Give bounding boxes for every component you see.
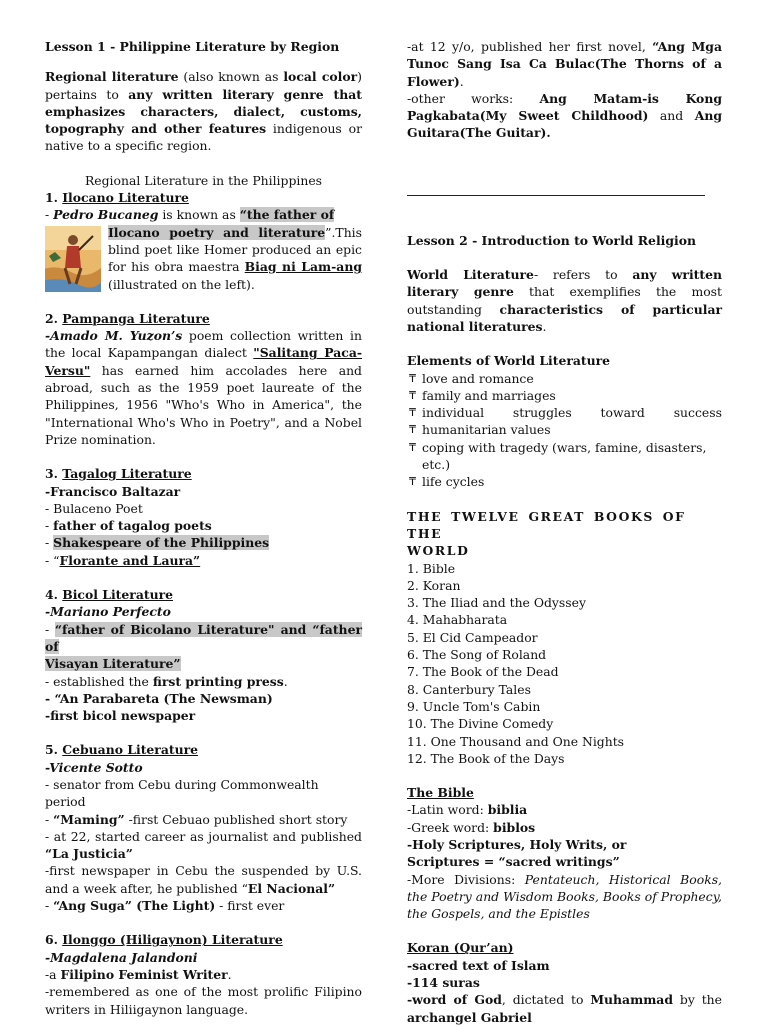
twelve-books-heading: THE TWELVE GREAT BOOKS OF THE (407, 508, 686, 541)
bicol-heading: 4. Bicol Literature (45, 587, 173, 603)
regional-literature-definition: Regional literature (also known as local color) pertains to any written literary genre that emphasizes characters, dialect, customs, topography and other features indigenous or native to a specific region. (45, 69, 362, 154)
ilonggo-heading: 6. Ilonggo (Hiligaynon) Literature (45, 932, 283, 948)
biag-ni-lam-ang-title: Biag ni Lam-ang (244, 259, 362, 275)
bullet-icon: ₸ (409, 406, 416, 420)
list-item: ₸ individual struggles toward success (409, 405, 722, 421)
list-item: 12. The Book of the Days (407, 750, 565, 766)
right-column: -at 12 y/o, published her first novel, “Ang Mga Tunoc Sang Isa Ca Bulac(The Thorns of a Flower). -other works: Ang Matam-is Kong Pagkabata(My Sweet Childhood) and Ang Guitara(The Guitar). Lesson 2 - Introduction to World Religion World Literature- refers to any written literary genre that exemplifies the most outstanding characteristics of particular national literatures. Elements of World Literature ₸ love and romance ₸ family and marriages ₸ individual struggles toward success ₸ humanitarian values ₸ coping with tragedy (wars, famine, disasters, etc.) ₸ life cycles THE TWELVE GREAT BOOKS OF THE WORLD 1. Bible 2. Koran 3. The Iliad and the Odyssey 4. Mahabharata 5. El Cid Campeador 6. The Song of Roland 7. The Book of the Dead 8. Canterbury Tales 9. Uncle Tom's Cabin 10. The Divine Comedy 11. One Thousand and One Nights 12. The Book of the Days The Bible -Latin word: biblia -Greek word: biblos -Holy Scriptures, Holy Writs, or Scriptures = “sacred writings” -More Divisions: Pentateuch, Historical Books, the Poetry and Wisdom Books, Books of Prophecy, the Gospels, and the Epistles Koran (Qur’an) -sacred text of Islam -114 suras -word of God, dictated to Muhammad by the archangel Gabriel (407, 39, 723, 1025)
bullet-icon: ₸ (409, 440, 416, 454)
list-item: 6. The Song of Roland (407, 647, 547, 663)
list-item: 1. Bible (407, 560, 456, 576)
cebuano-section: 5. Cebuano Literature -Vicente Sotto - senator from Cebu during Commonwealth period - “Maming” -first Cebuao published short story - at 22, started career as journalist and published “La Justicia” -first newspaper in Cebu the suspended by U.S. and a week after, he published “El Nacional” - “Ang Suga” (The Light) - first ever (45, 742, 362, 914)
bullet-icon: ₸ (409, 388, 416, 402)
lesson-2-title: Lesson 2 - Introduction to World Religion (407, 232, 697, 248)
list-item: 3. The Iliad and the Odyssey (407, 595, 586, 611)
cebuano-heading: 5. Cebuano Literature (45, 742, 199, 758)
pedro-bucaneg-name: Pedro Bucaneg (53, 207, 159, 223)
list-item: ₸ life cycles (409, 474, 485, 490)
ilocano-section: 1. Ilocano Literature - Pedro Bucaneg is known as “the father of Ilocano poetry and literature”.This blind poet like Homer produced an epic for his obra maestra Biag ni Lam-ang (illustrated on the left). (45, 189, 362, 293)
list-item: ₸ love and romance (409, 370, 534, 386)
list-item: ₸ family and marriages (409, 387, 556, 403)
ilonggo-section: 6. Ilonggo (Hiligaynon) Literature -Magdalena Jalandoni -a Filipino Feminist Writer. -remembered as one of the most prolific Filipino writers in Hiliigaynon language. (45, 932, 362, 1017)
list-item: 11. One Thousand and One Nights (407, 733, 625, 749)
tagalog-section: 3. Tagalog Literature -Francisco Baltazar - Bulaceno Poet - father of tagalog poets - Shakespeare of the Philippines - “Florante and Laura” (45, 465, 362, 569)
list-item: 4. Mahabharata (407, 612, 508, 628)
list-item: ₸ humanitarian values (409, 422, 551, 438)
koran-heading: Koran (Qur’an) (407, 940, 514, 956)
bible-heading: The Bible (407, 785, 474, 801)
pampanga-section: 2. Pampanga Literature -Amado M. Yuzon’s poem collection written in the local Kapampangan dialect "Salitang Paca-Versu" has earned him accolades here and abroad, such as the 1959 poet laureate of the Philippines, 1956 "Who's Who in America", the "International Who's Who in Poetry", and a Nobel Prize nomination. (45, 310, 362, 447)
bible-section: The Bible -Latin word: biblia -Greek word: biblos -Holy Scriptures, Holy Writs, or Scriptures = “sacred writings” -More Divisions: Pentateuch, Historical Books, the Poetry and Wisdom Books, Books of Prophecy, the Gospels, and the Epistles (407, 785, 722, 922)
list-item: ₸ coping with tragedy (wars, famine, disasters, etc.) (409, 439, 707, 473)
list-item: 8. Canterbury Tales (407, 681, 531, 697)
jalandoni-continued: -at 12 y/o, published her first novel, “Ang Mga Tunoc Sang Isa Ca Bulac(The Thorns of a Flower). (407, 39, 722, 89)
list-item: 2. Koran (407, 577, 461, 593)
bullet-icon: ₸ (409, 371, 416, 385)
elements-heading: Elements of World Literature (407, 353, 611, 369)
regional-literature-subheading: Regional Literature in the Philippines (84, 172, 323, 188)
lesson-1-title: Lesson 1 - Philippine Literature by Region (45, 39, 340, 54)
bullet-icon: ₸ (409, 423, 416, 437)
left-column (45, 38, 362, 1018)
ilocano-heading: 1. Ilocano Literature (45, 190, 189, 206)
biag-ni-lam-ang-illustration (45, 226, 101, 292)
list-item: 7. The Book of the Dead (407, 664, 559, 680)
bullet-icon: ₸ (409, 475, 416, 489)
world-literature-definition: World Literature- refers to any written literary genre that exemplifies the most outstanding characteristics of particular national literatures. (407, 267, 723, 334)
list-item: 10. The Divine Comedy (407, 716, 554, 732)
list-item: 9. Uncle Tom's Cabin (407, 698, 541, 714)
koran-section: Koran (Qur’an) -sacred text of Islam -114 suras -word of God, dictated to Muhammad by the archangel Gabriel (407, 940, 722, 1025)
pampanga-heading: 2. Pampanga Literature (45, 310, 210, 326)
list-item: 5. El Cid Campeador (407, 629, 538, 645)
twelve-books-list (407, 560, 722, 768)
tagalog-heading: 3. Tagalog Literature (45, 466, 192, 482)
bicol-section: 4. Bicol Literature -Mariano Perfecto - “father of Bicolano Literature" and “father of Visayan Literature” - established the first printing press. - “An Parabareta (The Newsman) -first bicol newspaper (45, 587, 362, 724)
elements-list (407, 370, 722, 491)
